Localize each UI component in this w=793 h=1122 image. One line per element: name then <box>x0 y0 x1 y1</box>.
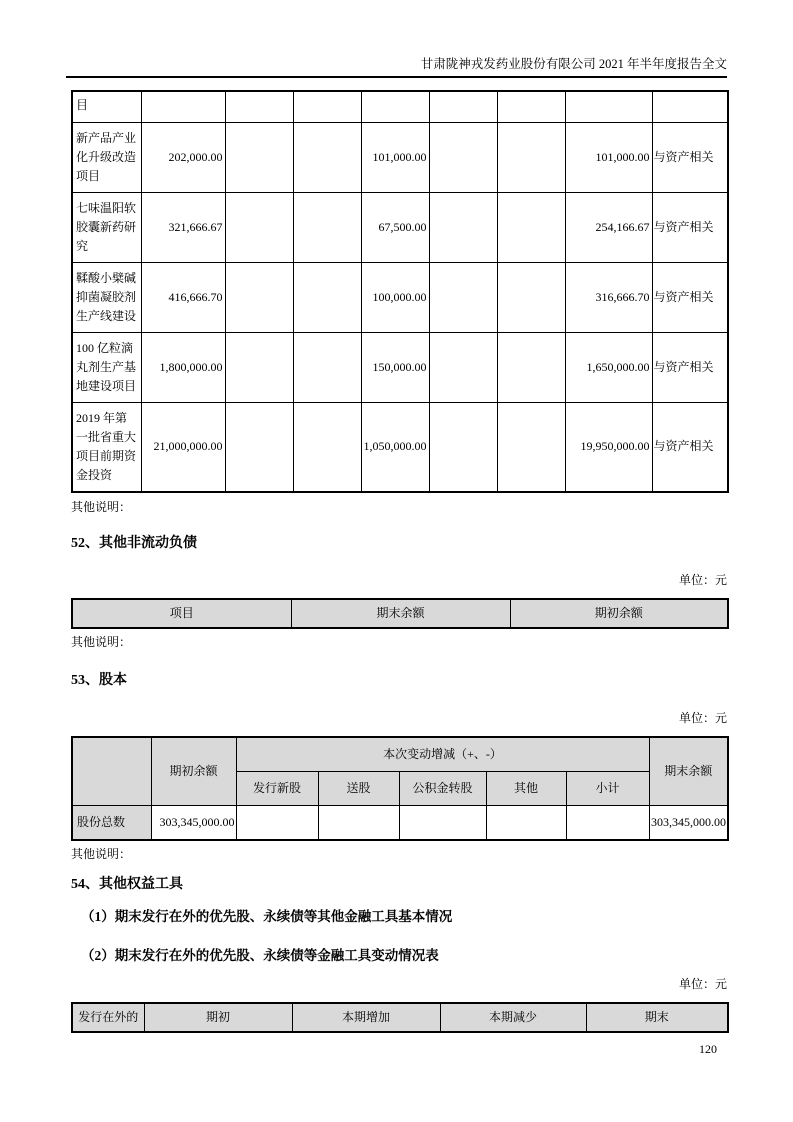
table-header-row <box>72 737 728 772</box>
amount-cell: 150,000.00 <box>361 332 429 402</box>
amount-cell: 100,000.00 <box>361 262 429 332</box>
amount-cell: 416,666.70 <box>141 262 225 332</box>
empty-cell <box>429 262 497 332</box>
empty-cell <box>429 192 497 262</box>
amount-cell: 316,666.70 <box>565 262 652 332</box>
row-header-total-shares: 股份总数 <box>72 805 151 840</box>
column-header-opening-balance: 期初余额 <box>151 737 236 806</box>
financial-instruments-change-table <box>71 1002 729 1033</box>
empty-cell <box>225 122 293 192</box>
amount-cell: 1,650,000.00 <box>565 332 652 402</box>
other-notes-label: 其他说明： <box>71 499 132 514</box>
empty-cell <box>429 402 497 492</box>
column-header-period-increase: 本期增加 <box>292 1003 440 1032</box>
empty-cell <box>497 332 565 402</box>
unit-label: 单位：元 <box>678 710 727 725</box>
amount-cell: 254,166.67 <box>565 192 652 262</box>
table-row <box>72 192 728 262</box>
empty-cell <box>293 402 361 492</box>
empty-cell <box>429 91 497 122</box>
other-noncurrent-liabilities-table <box>71 598 729 629</box>
section-54-heading: 54、其他权益工具 <box>71 876 183 892</box>
continued-grant-table <box>71 90 729 493</box>
table-row <box>72 262 728 332</box>
empty-cell <box>497 402 565 492</box>
empty-cell <box>497 192 565 262</box>
empty-cell <box>141 91 225 122</box>
other-notes-label: 其他说明： <box>71 846 132 861</box>
amount-cell: 303,345,000.00 <box>649 805 728 840</box>
table-header-row <box>72 1003 728 1032</box>
section-52-heading: 52、其他非流动负债 <box>71 535 197 551</box>
empty-cell <box>293 332 361 402</box>
section-54-item-2: （2）期末发行在外的优先股、永续债等金融工具变动情况表 <box>81 947 439 963</box>
empty-cell <box>486 805 566 840</box>
empty-cell <box>566 805 649 840</box>
empty-cell <box>293 91 361 122</box>
empty-cell <box>225 402 293 492</box>
amount-cell: 321,666.67 <box>141 192 225 262</box>
column-header-opening-balance: 期初余额 <box>510 599 728 628</box>
asset-relation-cell: 与资产相关 <box>652 192 728 262</box>
empty-cell <box>225 262 293 332</box>
empty-cell <box>293 262 361 332</box>
project-name-cell: 2019 年第一批省重大项目前期资金投资 <box>72 402 141 492</box>
project-name-cell: 七味温阳软胶囊新药研究 <box>72 192 141 262</box>
subheader-bonus-shares: 送股 <box>318 771 399 805</box>
empty-cell <box>429 332 497 402</box>
table-header-row <box>72 599 728 628</box>
table-row <box>72 402 728 492</box>
column-header-closing: 期末 <box>586 1003 728 1032</box>
column-header-item: 项目 <box>72 599 291 628</box>
corner-header-cell <box>72 737 151 806</box>
page-content <box>71 90 727 1033</box>
asset-relation-cell: 与资产相关 <box>652 402 728 492</box>
report-header-title: 甘肃陇神戎发药业股份有限公司 2021 年半年度报告全文 <box>420 57 727 71</box>
amount-cell: 202,000.00 <box>141 122 225 192</box>
amount-cell: 1,800,000.00 <box>141 332 225 402</box>
empty-cell <box>225 192 293 262</box>
amount-cell: 101,000.00 <box>565 122 652 192</box>
amount-cell: 101,000.00 <box>361 122 429 192</box>
section-53-heading: 53、股本 <box>71 672 127 688</box>
empty-cell <box>497 91 565 122</box>
empty-cell <box>236 805 318 840</box>
table-row <box>72 805 728 840</box>
empty-cell <box>497 262 565 332</box>
empty-cell <box>225 91 293 122</box>
empty-cell <box>293 192 361 262</box>
other-notes-label: 其他说明： <box>71 634 132 649</box>
subheader-reserve-conversion: 公积金转股 <box>399 771 486 805</box>
subheader-other: 其他 <box>486 771 566 805</box>
empty-cell <box>497 122 565 192</box>
column-header-opening: 期初 <box>144 1003 292 1032</box>
empty-cell <box>225 332 293 402</box>
page-header <box>66 0 727 78</box>
share-capital-table <box>71 736 729 841</box>
amount-cell: 303,345,000.00 <box>151 805 236 840</box>
empty-cell <box>361 91 429 122</box>
amount-cell: 1,050,000.00 <box>361 402 429 492</box>
empty-cell <box>318 805 399 840</box>
subheader-new-shares: 发行新股 <box>236 771 318 805</box>
column-header-closing-balance: 期末余额 <box>291 599 510 628</box>
table-row <box>72 122 728 192</box>
empty-cell <box>429 122 497 192</box>
unit-label: 单位：元 <box>678 976 727 991</box>
column-header-outstanding: 发行在外的 <box>72 1003 144 1032</box>
table-row-partial-header <box>72 91 728 122</box>
asset-relation-cell: 与资产相关 <box>652 262 728 332</box>
amount-cell: 19,950,000.00 <box>565 402 652 492</box>
subheader-subtotal: 小计 <box>566 771 649 805</box>
asset-relation-cell: 与资产相关 <box>652 332 728 402</box>
asset-relation-cell: 与资产相关 <box>652 122 728 192</box>
page-number: 120 <box>699 1042 717 1056</box>
table-row <box>72 332 728 402</box>
project-name-cell: 鞣酸小檗碱抑菌凝胶剂生产线建设 <box>72 262 141 332</box>
empty-cell <box>399 805 486 840</box>
project-name-cell: 100 亿粒滴丸剂生产基地建设项目 <box>72 332 141 402</box>
unit-label: 单位：元 <box>678 572 727 587</box>
project-name-cell: 新产品产业化升级改造项目 <box>72 122 141 192</box>
column-header-closing-balance: 期末余额 <box>649 737 728 806</box>
partial-header-cell: 目 <box>72 91 141 122</box>
empty-cell <box>565 91 652 122</box>
amount-cell: 21,000,000.00 <box>141 402 225 492</box>
amount-cell: 67,500.00 <box>361 192 429 262</box>
column-header-change-group: 本次变动增减（+、-） <box>236 737 649 772</box>
column-header-period-decrease: 本期减少 <box>440 1003 586 1032</box>
empty-cell <box>293 122 361 192</box>
empty-cell <box>652 91 728 122</box>
section-54-item-1: （1）期末发行在外的优先股、永续债等其他金融工具基本情况 <box>81 908 453 924</box>
